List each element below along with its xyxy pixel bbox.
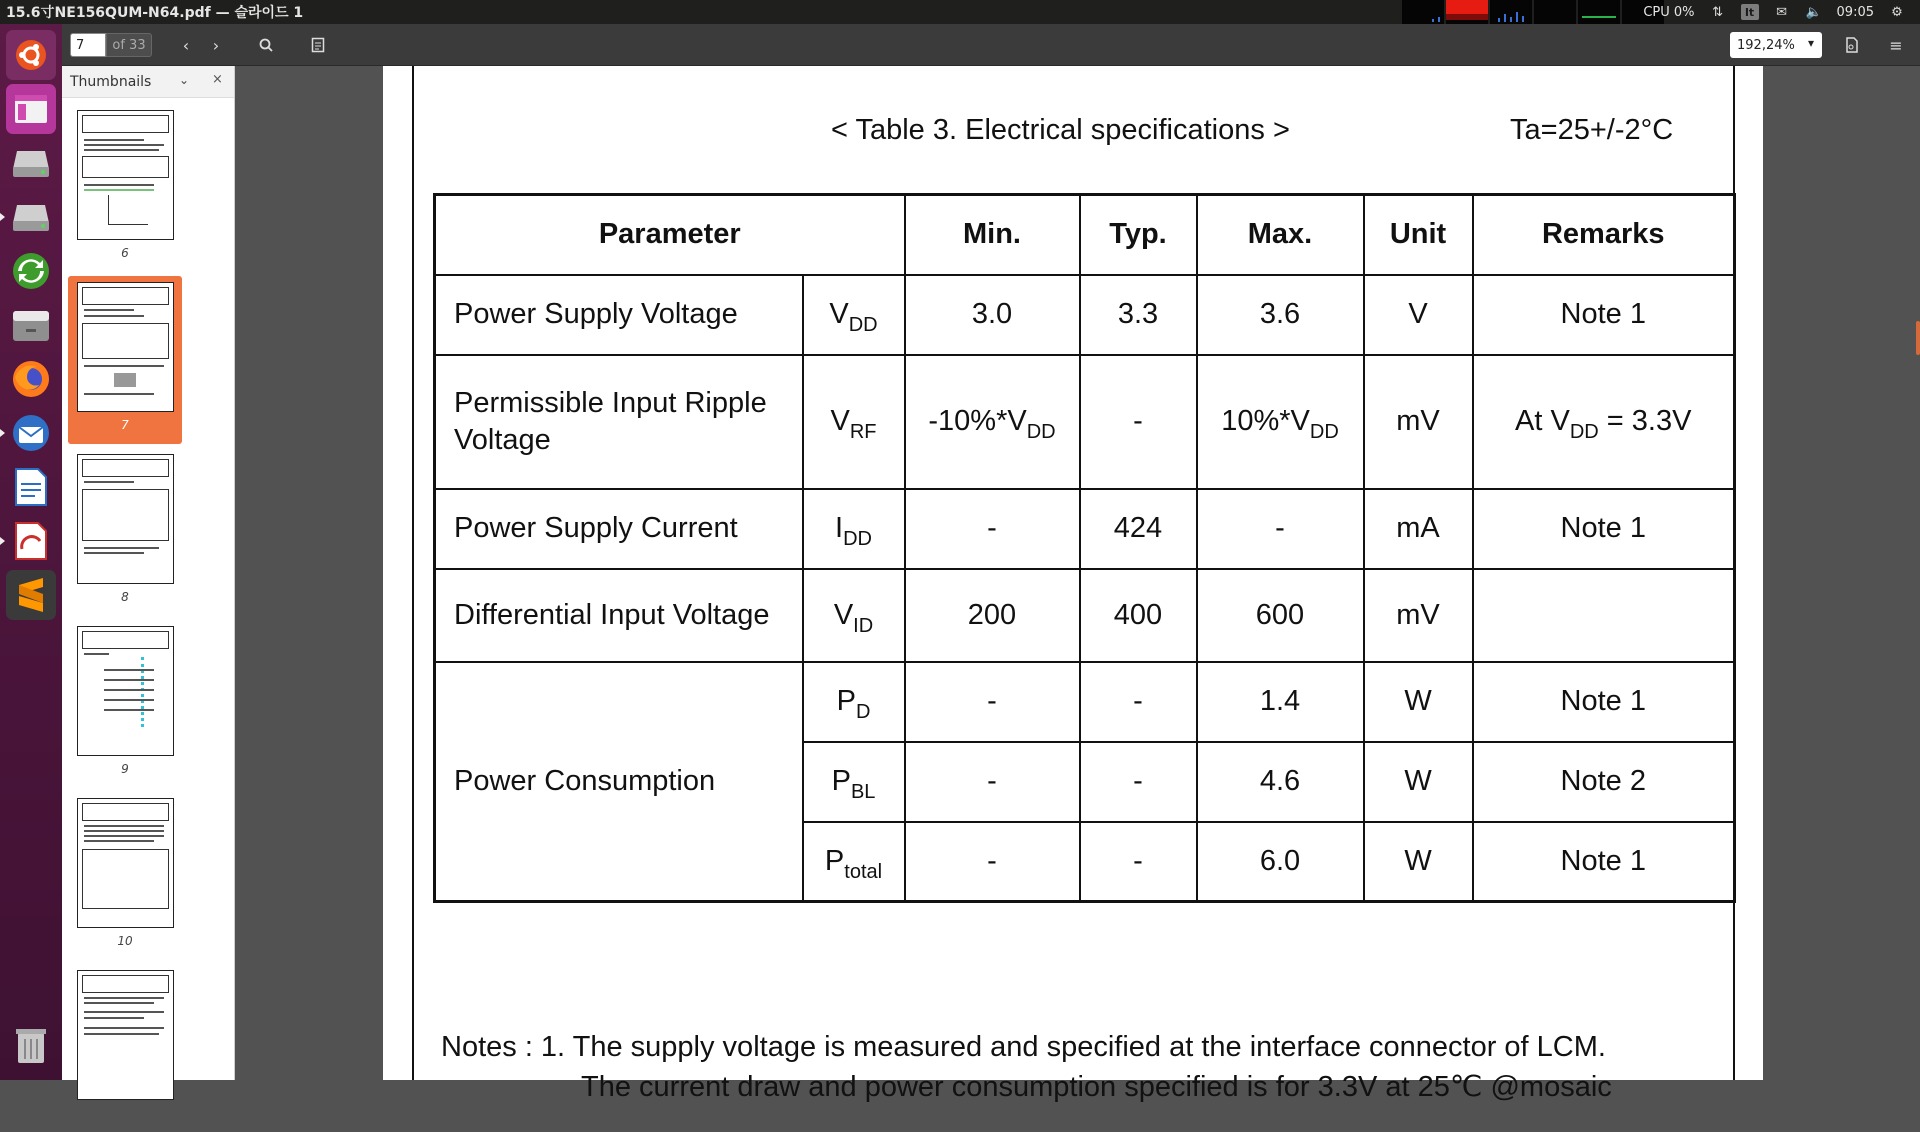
cell-min: -	[905, 742, 1080, 822]
page-number-input[interactable]	[70, 33, 106, 57]
impress-icon[interactable]	[6, 516, 56, 566]
table-row	[435, 355, 1735, 489]
notes-line-2: The current draw and power consumption specified is for 3.3V at 25℃ @mosaic	[581, 1071, 1612, 1103]
cell-min: -	[905, 822, 1080, 902]
cell-symbol: $I_{DD}$	[803, 489, 905, 569]
header-parameter: Parameter	[435, 195, 905, 275]
annotations-icon[interactable]	[304, 33, 332, 57]
drive-icon[interactable]	[6, 138, 56, 188]
cell-unit: mV	[1364, 569, 1473, 662]
launcher	[0, 24, 62, 1080]
table-row	[435, 662, 1735, 742]
electrical-specs-table	[433, 193, 1736, 903]
keyboard-icon[interactable]: It	[1741, 4, 1759, 20]
thumbnail-page-number: 7	[121, 418, 129, 432]
cell-remarks	[1473, 569, 1735, 662]
cell-max: -	[1197, 489, 1364, 569]
temperature-condition: Ta=25+/-2°C	[1510, 114, 1674, 146]
header-min: Min.	[905, 195, 1080, 275]
prev-page-icon[interactable]: ‹	[182, 35, 190, 55]
cell-typ: 424	[1080, 489, 1197, 569]
document-properties-icon[interactable]	[1838, 33, 1866, 57]
sublime-icon[interactable]	[6, 570, 56, 620]
header-typ: Typ.	[1080, 195, 1197, 275]
files-icon[interactable]	[6, 300, 56, 350]
page-total-label: of 33	[106, 33, 152, 57]
transfer-icon[interactable]: ⇅	[1712, 4, 1723, 20]
update-icon[interactable]	[6, 246, 56, 296]
next-page-icon[interactable]: ›	[212, 35, 220, 55]
clock[interactable]: 09:05	[1836, 4, 1874, 20]
header-remarks: Remarks	[1473, 195, 1735, 275]
document-view[interactable]	[235, 66, 1920, 1103]
zoom-select[interactable]	[1730, 32, 1822, 58]
ubuntu-dash-icon[interactable]	[6, 30, 56, 80]
table-header-row	[435, 195, 1735, 275]
cell-parameter: Power Supply Voltage	[435, 275, 803, 355]
thumbnail-page-number: 8	[121, 590, 129, 604]
monitor-memory-graph	[1446, 0, 1488, 24]
cell-unit: V	[1364, 275, 1473, 355]
cell-max: 4.6	[1197, 742, 1364, 822]
monitor-network-graph	[1490, 0, 1532, 24]
header-unit: Unit	[1364, 195, 1473, 275]
volume-muted-icon[interactable]: 🔈	[1805, 4, 1822, 20]
cell-typ: -	[1080, 742, 1197, 822]
window-title: 15.6寸NE156QUM-N64.pdf — 슬라이드 1	[6, 5, 304, 21]
thumbnail-image	[77, 282, 174, 412]
thunderbird-icon[interactable]	[6, 408, 56, 458]
system-tray	[1643, 0, 1920, 24]
cell-min: 3.0	[905, 275, 1080, 355]
thumbnail-image	[77, 110, 174, 240]
thumbnail-image	[77, 970, 174, 1100]
cell-symbol: $P_{total}$	[803, 822, 905, 902]
cell-max: $10\%*V_{DD}$	[1197, 355, 1364, 489]
cell-min: -	[905, 662, 1080, 742]
cell-remarks: Note 1	[1473, 275, 1735, 355]
cell-parameter: Differential Input Voltage	[435, 569, 803, 662]
thumbnail-image	[77, 798, 174, 928]
monitor-swap-graph	[1534, 0, 1576, 24]
cell-min: $-10\%*V_{DD}$	[905, 355, 1080, 489]
table-row	[435, 569, 1735, 662]
monitor-load-graph	[1578, 0, 1620, 24]
cell-unit: mA	[1364, 489, 1473, 569]
system-monitor[interactable]	[1402, 0, 1664, 24]
thumbnail-page[interactable]	[68, 104, 182, 272]
scroll-indicator[interactable]	[1916, 321, 1920, 355]
notes-line-1: Notes : 1. The supply voltage is measured and specified at the interface connector of LCM.	[441, 1031, 1606, 1063]
cell-symbol: $P_{BL}$	[803, 742, 905, 822]
table-title: < Table 3. Electrical specifications >	[831, 114, 1290, 146]
cell-typ: 400	[1080, 569, 1197, 662]
cell-parameter: Power Supply Current	[435, 489, 803, 569]
menu-icon[interactable]: ≡	[1889, 35, 1903, 55]
cell-typ: 3.3	[1080, 275, 1197, 355]
mail-icon[interactable]: ✉	[1776, 4, 1787, 20]
cell-symbol: $V_{RF}$	[803, 355, 905, 489]
zoom-value: 192,24%	[1737, 37, 1795, 53]
cell-remarks: Note 1	[1473, 822, 1735, 902]
cell-remarks: At $V_{DD} = 3.3V$	[1473, 355, 1735, 489]
trash-icon[interactable]	[6, 1020, 56, 1070]
workspaces-icon[interactable]	[6, 84, 56, 134]
sidebar-mode-dropdown-icon[interactable]: ⌄	[179, 73, 190, 87]
thumbnail-page-number: 6	[121, 246, 129, 260]
search-icon[interactable]	[252, 33, 280, 57]
cell-parameter: Power Consumption	[435, 662, 803, 902]
thumbnail-page[interactable]	[68, 792, 182, 960]
cell-remarks: Note 1	[1473, 489, 1735, 569]
power-icon[interactable]: ⚙	[1891, 4, 1903, 20]
sidebar-header	[62, 66, 234, 98]
cell-max: 3.6	[1197, 275, 1364, 355]
sidebar-title: Thumbnails	[70, 73, 152, 90]
cell-max: 6.0	[1197, 822, 1364, 902]
cell-unit: W	[1364, 662, 1473, 742]
pdf-page	[383, 66, 1763, 1103]
cell-remarks: Note 1	[1473, 662, 1735, 742]
cell-unit: W	[1364, 822, 1473, 902]
thumbnail-image	[77, 626, 174, 756]
firefox-icon[interactable]	[6, 354, 56, 404]
cell-max: 1.4	[1197, 662, 1364, 742]
cell-symbol: $P_D$	[803, 662, 905, 742]
cell-parameter: Permissible Input Ripple Voltage	[435, 355, 803, 489]
close-icon[interactable]: ×	[212, 72, 223, 87]
viewer-toolbar	[62, 24, 1920, 66]
thumbnail-sidebar	[62, 66, 235, 1080]
table-row	[435, 275, 1735, 355]
table-row	[435, 489, 1735, 569]
cell-min: -	[905, 489, 1080, 569]
thumbnail-page-selected[interactable]	[68, 276, 182, 444]
cell-typ: -	[1080, 355, 1197, 489]
thumbnail-page[interactable]	[68, 620, 182, 788]
header-max: Max.	[1197, 195, 1364, 275]
cell-unit: W	[1364, 742, 1473, 822]
cell-symbol: $V_{ID}$	[803, 569, 905, 662]
thumbnail-page-number: 9	[121, 762, 129, 776]
top-panel	[0, 0, 1920, 24]
thumbnail-page-number: 10	[117, 934, 133, 948]
cell-symbol: $V_{DD}$	[803, 275, 905, 355]
monitor-cpu-graph	[1402, 0, 1444, 24]
drive-2-icon[interactable]	[6, 192, 56, 242]
writer-icon[interactable]	[6, 462, 56, 512]
thumbnail-page[interactable]	[68, 964, 182, 1132]
cell-max: 600	[1197, 569, 1364, 662]
cell-min: 200	[905, 569, 1080, 662]
cell-typ: -	[1080, 822, 1197, 902]
cpu-indicator[interactable]: CPU 0%	[1643, 4, 1695, 20]
cell-unit: mV	[1364, 355, 1473, 489]
chevron-down-icon: ▾	[1807, 36, 1814, 50]
thumbnail-page[interactable]	[68, 448, 182, 616]
cell-remarks: Note 2	[1473, 742, 1735, 822]
thumbnail-image	[77, 454, 174, 584]
cell-typ: -	[1080, 662, 1197, 742]
